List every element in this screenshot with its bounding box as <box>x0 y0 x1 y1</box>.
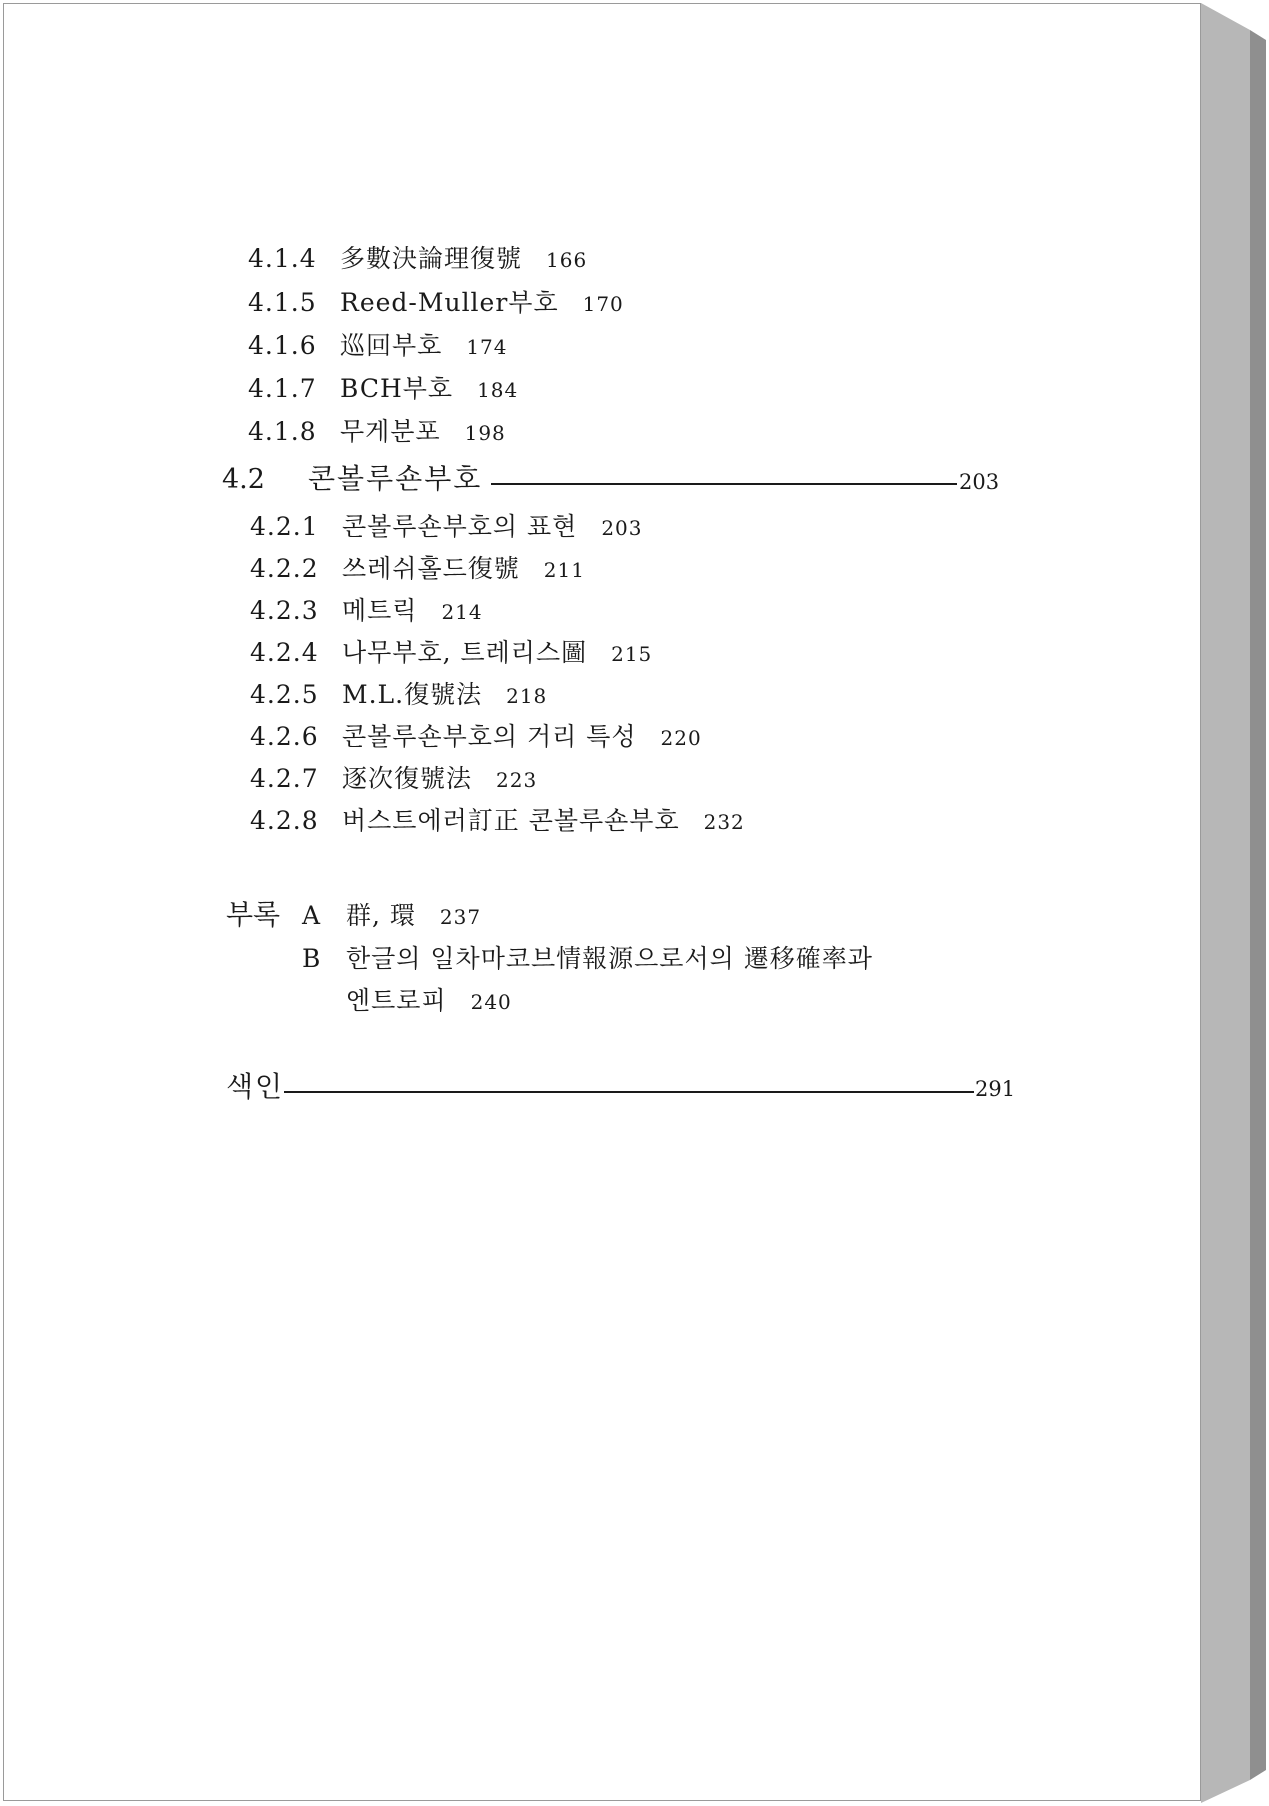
entry-number: 4.2.3 <box>250 596 319 625</box>
appendix-title-continued: 엔트로피 <box>346 986 447 1015</box>
appendix-letter: B <box>302 944 321 973</box>
entry-page: 174 <box>466 335 508 359</box>
appendix-title: 群, 環 <box>346 901 416 930</box>
toc-appendix-a <box>226 900 481 932</box>
section-number: 4.2 <box>222 464 265 495</box>
entry-title: 무게분포 <box>340 417 441 446</box>
entry-page: 166 <box>546 248 588 272</box>
entry-number: 4.2.6 <box>250 722 319 751</box>
toc-section-4-2 <box>222 464 482 495</box>
entry-page: 214 <box>441 600 483 624</box>
entry-number: 4.2.8 <box>250 806 319 835</box>
toc-entry-4-2-2 <box>250 554 585 585</box>
entry-title: 多數決論理復號 <box>340 244 523 273</box>
entry-title: 巡回부호 <box>340 331 443 360</box>
toc-entry-4-2-3 <box>250 596 483 627</box>
toc-entry-4-2-8 <box>250 806 745 837</box>
entry-number: 4.1.7 <box>248 374 317 403</box>
entry-number: 4.2.2 <box>250 554 319 583</box>
entry-number: 4.2.5 <box>250 680 319 709</box>
toc-entry-4-2-4 <box>250 638 652 669</box>
entry-page: 203 <box>601 516 643 540</box>
entry-number: 4.2.7 <box>250 764 319 793</box>
toc-entry-4-2-5 <box>250 680 547 711</box>
appendix-title: 한글의 일차마코브情報源으로서의 遷移確率과 <box>346 944 873 973</box>
book-page <box>3 3 1201 1801</box>
entry-title: 메트릭 <box>342 596 418 625</box>
appendix-letter: A <box>302 901 321 930</box>
toc-entry-4-1-7 <box>248 374 518 405</box>
toc-appendix-b-continued <box>346 986 512 1017</box>
entry-title: BCH부호 <box>340 374 454 403</box>
section-page: 203 <box>959 470 1000 494</box>
table-of-contents <box>4 4 1202 1802</box>
entry-title: 逐次復號法 <box>342 764 473 793</box>
entry-page: 211 <box>543 558 585 582</box>
entry-number: 4.2.4 <box>250 638 319 667</box>
entry-title: 쓰레쉬홀드復號 <box>342 554 520 583</box>
entry-page: 220 <box>660 726 702 750</box>
entry-number: 4.2.1 <box>250 512 319 541</box>
toc-entry-4-2-1 <box>250 512 643 543</box>
entry-page: 170 <box>582 292 624 316</box>
toc-entry-4-1-8 <box>248 417 506 448</box>
entry-page: 218 <box>506 684 548 708</box>
toc-index <box>226 1072 284 1103</box>
toc-entry-4-1-5 <box>248 288 624 319</box>
toc-entry-4-1-6 <box>248 331 508 362</box>
toc-appendix-b <box>302 944 873 974</box>
entry-page: 198 <box>464 421 506 445</box>
toc-entry-4-2-7 <box>250 764 537 795</box>
entry-title: 버스트에러訂正 콘볼루숀부호 <box>342 806 680 835</box>
section-title: 콘볼루숀부호 <box>308 462 483 495</box>
appendix-label: 부록 <box>226 898 281 931</box>
index-title: 색인 <box>226 1070 285 1103</box>
toc-entry-4-2-6 <box>250 722 702 753</box>
entry-title: 나무부호, 트레리스圖 <box>342 638 588 667</box>
entry-page: 184 <box>477 378 519 402</box>
toc-entry-4-1-4 <box>248 244 587 275</box>
entry-page: 223 <box>496 768 538 792</box>
entry-page: 232 <box>703 810 745 834</box>
entry-number: 4.1.6 <box>248 331 317 360</box>
index-leader-line <box>284 1091 974 1093</box>
index-page: 291 <box>975 1077 1016 1101</box>
entry-page: 215 <box>611 642 653 666</box>
entry-number: 4.1.4 <box>248 244 317 273</box>
entry-title: 콘볼루숀부호의 표현 <box>342 512 578 541</box>
entry-title: 콘볼루숀부호의 거리 특성 <box>342 722 637 751</box>
entry-number: 4.1.5 <box>248 288 317 317</box>
entry-title: Reed-Muller부호 <box>340 288 559 317</box>
entry-title: M.L.復號法 <box>342 680 483 709</box>
appendix-page: 240 <box>470 990 512 1014</box>
section-leader-line <box>491 483 957 485</box>
entry-number: 4.1.8 <box>248 417 317 446</box>
appendix-page: 237 <box>439 905 482 929</box>
